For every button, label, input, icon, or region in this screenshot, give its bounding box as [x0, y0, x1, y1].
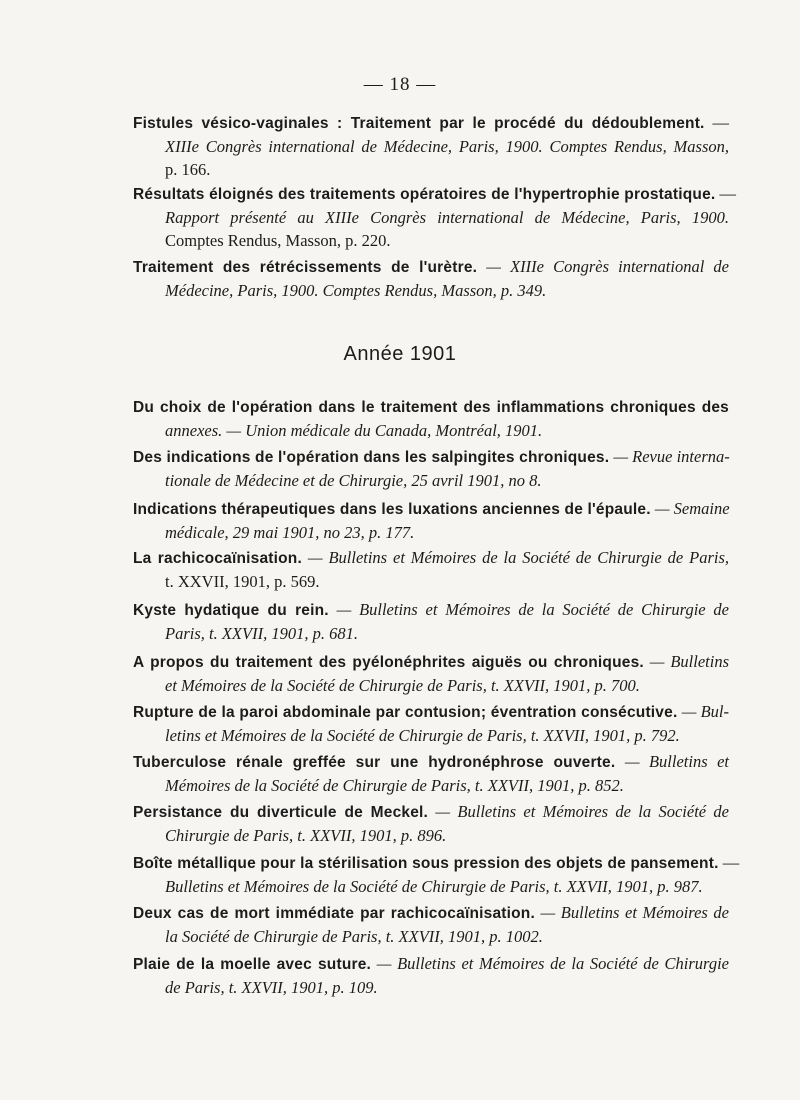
entry-source-end: Comptes Rendus, Masson, p. 220. [165, 231, 391, 250]
entry-line [133, 700, 729, 724]
entry-line [133, 182, 737, 206]
entry-source: médicale, 29 mai 1901, no 23, p. 177. [165, 523, 415, 542]
entry-title: Boîte métallique pour la stérilisation sous pression des objets de pansement. [133, 855, 719, 872]
bibliography-entry [133, 182, 737, 252]
entry-source-start: — Bulletins et Mémoires de la Société de Chirurgie de Paris, [301, 548, 730, 567]
entry-title: Kyste hydatique du rein. [133, 602, 329, 619]
entry-source-start: — XIIIe Congrès international de [477, 257, 729, 276]
bibliography-entry [133, 111, 729, 181]
bibliography-entry [133, 800, 729, 847]
entry-source: la Société de Chirurgie de Paris, t. XXVII, 1901, p. 1002. [165, 927, 543, 946]
entry-source-start: — Bulletins et Mémoires de la Société de Chirurgie de [328, 600, 729, 619]
year-heading: Année 1901 [343, 343, 457, 365]
entry-title: Résultats éloignés des traitements opératoires de l'hypertrophie prostatique. [133, 186, 716, 203]
page-number: — 18 — [363, 74, 437, 95]
entry-title: Plaie de la moelle avec suture. [133, 956, 372, 973]
bibliography-entry [133, 952, 729, 999]
bibliography-entry [133, 650, 729, 697]
entry-source: de Paris, t. XXVII, 1901, p. 109. [165, 978, 378, 997]
entry-source: Bulletins et Mémoires de la Société de Chirurgie de Paris, t. XXVII, 1901, p. 987. [165, 877, 703, 896]
entry-line [133, 111, 729, 135]
entry-source-end: p. 166. [165, 160, 211, 179]
entry-title: La rachicocaïnisation. [133, 550, 302, 567]
entry-title: Du choix de l'opération dans le traitement des inflammations chroniques des [133, 399, 729, 416]
bibliography-entry [133, 901, 729, 948]
entry-source: XIIIe Congrès international de Médecine, Paris, 1900. Comptes Rendus, Masson, [165, 137, 729, 156]
entry-source: t. XXVII, 1901, p. 569. [165, 572, 320, 591]
entry-source-start: — Bulletins et Mémoires de la Société de [428, 802, 730, 821]
entry-title: Persistance du diverticule de Meckel. [133, 804, 429, 821]
entry-line [133, 650, 729, 674]
entry-source-start: — [715, 184, 737, 203]
entry-title: Indications thérapeutiques dans les luxations anciennes de l'épaule. [133, 501, 651, 518]
bibliography-entry [133, 598, 729, 645]
bibliography-entry [133, 255, 729, 302]
entry-line [133, 750, 729, 774]
entry-title: Fistules vésico-vaginales : Traitement par le procédé du dédoublement. [133, 115, 705, 132]
entry-title: Rupture de la paroi abdominale par contusion; éventration consécutive. [133, 704, 678, 721]
entry-line [133, 901, 729, 925]
entry-title: Des indications de l'opération dans les salpingites chroniques. [133, 449, 610, 466]
entry-source-start: — Revue interna- [609, 447, 730, 466]
entry-source: Rapport présenté au XIIIe Congrès international de Médecine, Paris, 1900. [165, 208, 729, 227]
bibliography-entry [133, 700, 729, 747]
entry-source-start: — Bulletins et Mémoires de [534, 903, 729, 922]
entry-line [133, 800, 729, 824]
entry-source-start: — Semaine [650, 499, 730, 518]
entry-title: Deux cas de mort immédiate par rachicocaïnisation. [133, 905, 535, 922]
entry-source: annexes. — Union médicale du Canada, Montréal, 1901. [165, 421, 543, 440]
entry-source: Chirurgie de Paris, t. XXVII, 1901, p. 896. [165, 826, 447, 845]
bibliography-entry [133, 445, 729, 492]
entry-source-start: — Bul- [677, 702, 729, 721]
entry-line [133, 851, 740, 875]
entry-source: Paris, t. XXVII, 1901, p. 681. [165, 624, 358, 643]
entry-line [133, 497, 729, 521]
entry-source-start: — Bulletins et Mémoires de la Société de Chirurgie [371, 954, 729, 973]
entry-line [133, 598, 729, 622]
entry-line [133, 395, 729, 419]
bibliography-entry [133, 851, 740, 898]
entry-source: tionale de Médecine et de Chirurgie, 25 avril 1901, no 8. [165, 471, 542, 490]
bibliography-entry [133, 546, 729, 593]
entry-line [133, 255, 729, 279]
entry-source-start: — Bulletins et [615, 752, 729, 771]
entry-source-start: — [704, 113, 729, 132]
entry-source: et Mémoires de la Société de Chirurgie de Paris, t. XXVII, 1901, p. 700. [165, 676, 640, 695]
bibliography-entry [133, 750, 729, 797]
entry-source: Médecine, Paris, 1900. Comptes Rendus, Masson, p. 349. [165, 281, 547, 300]
entry-line [133, 952, 729, 976]
entry-title: Traitement des rétrécissements de l'urètre. [133, 259, 478, 276]
entry-source-start: — [718, 853, 740, 872]
entry-source-start: — Bulletins [643, 652, 729, 671]
entry-line [133, 546, 729, 570]
entry-title: Tuberculose rénale greffée sur une hydronéphrose ouverte. [133, 754, 616, 771]
entry-source: letins et Mémoires de la Société de Chirurgie de Paris, t. XXVII, 1901, p. 792. [165, 726, 680, 745]
bibliography-entry [133, 497, 729, 544]
entry-source: Mémoires de la Société de Chirurgie de Paris, t. XXVII, 1901, p. 852. [165, 776, 624, 795]
bibliography-entry [133, 395, 729, 442]
entry-title: A propos du traitement des pyélonéphrites aiguës ou chroniques. [133, 654, 644, 671]
entry-line [133, 445, 729, 469]
